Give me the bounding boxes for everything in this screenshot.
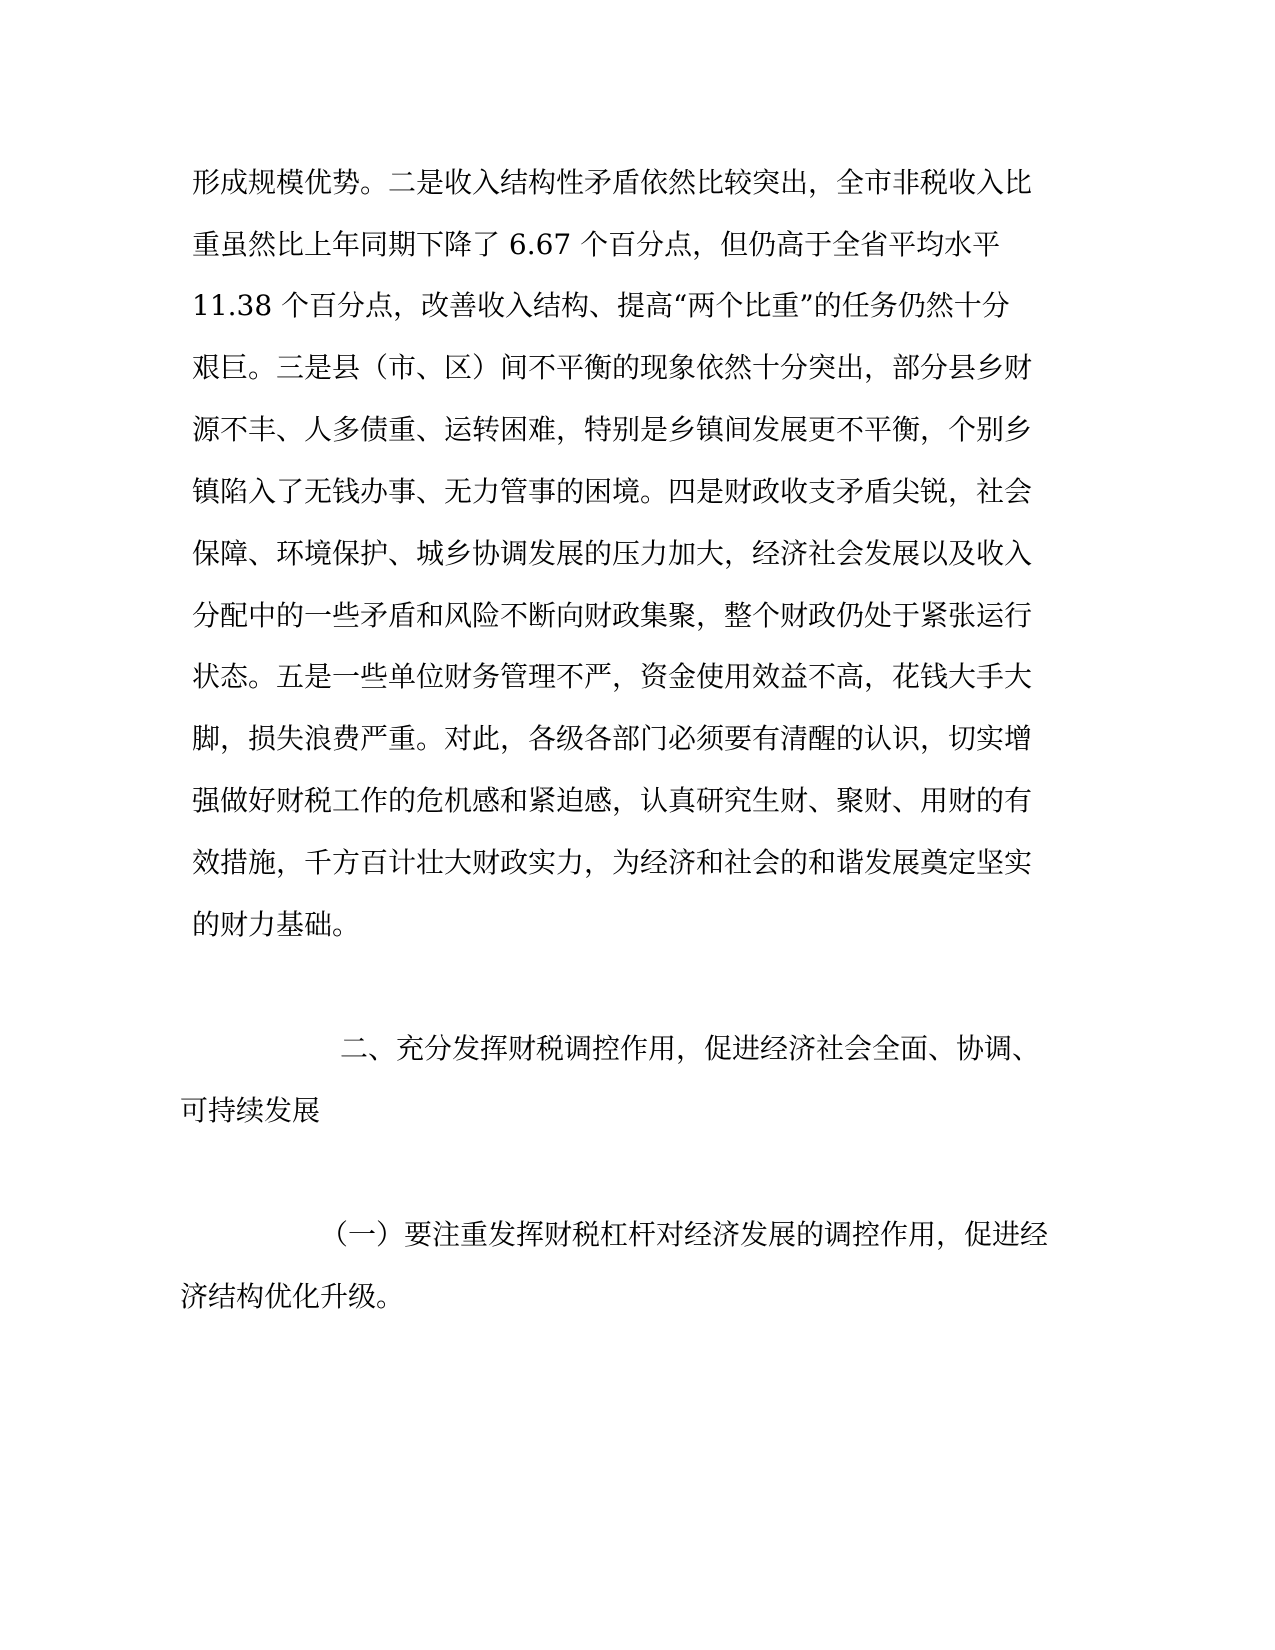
body-text-line: 重虽然比上年同期下降了 6.67 个百分点，但仍高于全省平均水平 <box>192 228 1001 261</box>
body-text-line: 的财力基础。 <box>192 908 361 941</box>
body-text-line: 状态。五是一些单位财务管理不严，资金使用效益不高，花钱大手大 <box>192 660 1033 693</box>
section-heading-line: 可持续发展 <box>180 1094 321 1127</box>
body-text-line: 11.38 个百分点，改善收入结构、提高“两个比重”的任务仍然十分 <box>192 289 1010 322</box>
body-text-line: 强做好财税工作的危机感和紧迫感，认真研究生财、聚财、用财的有 <box>192 784 1033 817</box>
body-text-line: 分配中的一些矛盾和风险不断向财政集聚，整个财政仍处于紧张运行 <box>192 599 1033 632</box>
body-text-line: 形成规模优势。二是收入结构性矛盾依然比较突出，全市非税收入比 <box>192 166 1033 199</box>
body-text-line: 艰巨。三是县（市、区）间不平衡的现象依然十分突出，部分县乡财 <box>192 351 1033 384</box>
subsection-heading-line: （一）要注重发挥财税杠杆对经济发展的调控作用，促进经 <box>320 1218 1049 1251</box>
body-text-line: 源不丰、人多债重、运转困难，特别是乡镇间发展更不平衡，个别乡 <box>192 413 1033 446</box>
subsection-heading-line: 济结构优化升级。 <box>180 1280 405 1313</box>
body-text-line: 保障、环境保护、城乡协调发展的压力加大，经济社会发展以及收入 <box>192 537 1033 570</box>
section-heading-line: 二、充分发挥财税调控作用，促进经济社会全面、协调、 <box>340 1032 1041 1065</box>
body-text-line: 镇陷入了无钱办事、无力管事的困境。四是财政收支矛盾尖锐，社会 <box>192 475 1033 508</box>
body-text-line: 脚，损失浪费严重。对此，各级各部门必须要有清醒的认识，切实增 <box>192 722 1033 755</box>
body-text-line: 效措施，千方百计壮大财政实力，为经济和社会的和谐发展奠定坚实 <box>192 846 1033 879</box>
